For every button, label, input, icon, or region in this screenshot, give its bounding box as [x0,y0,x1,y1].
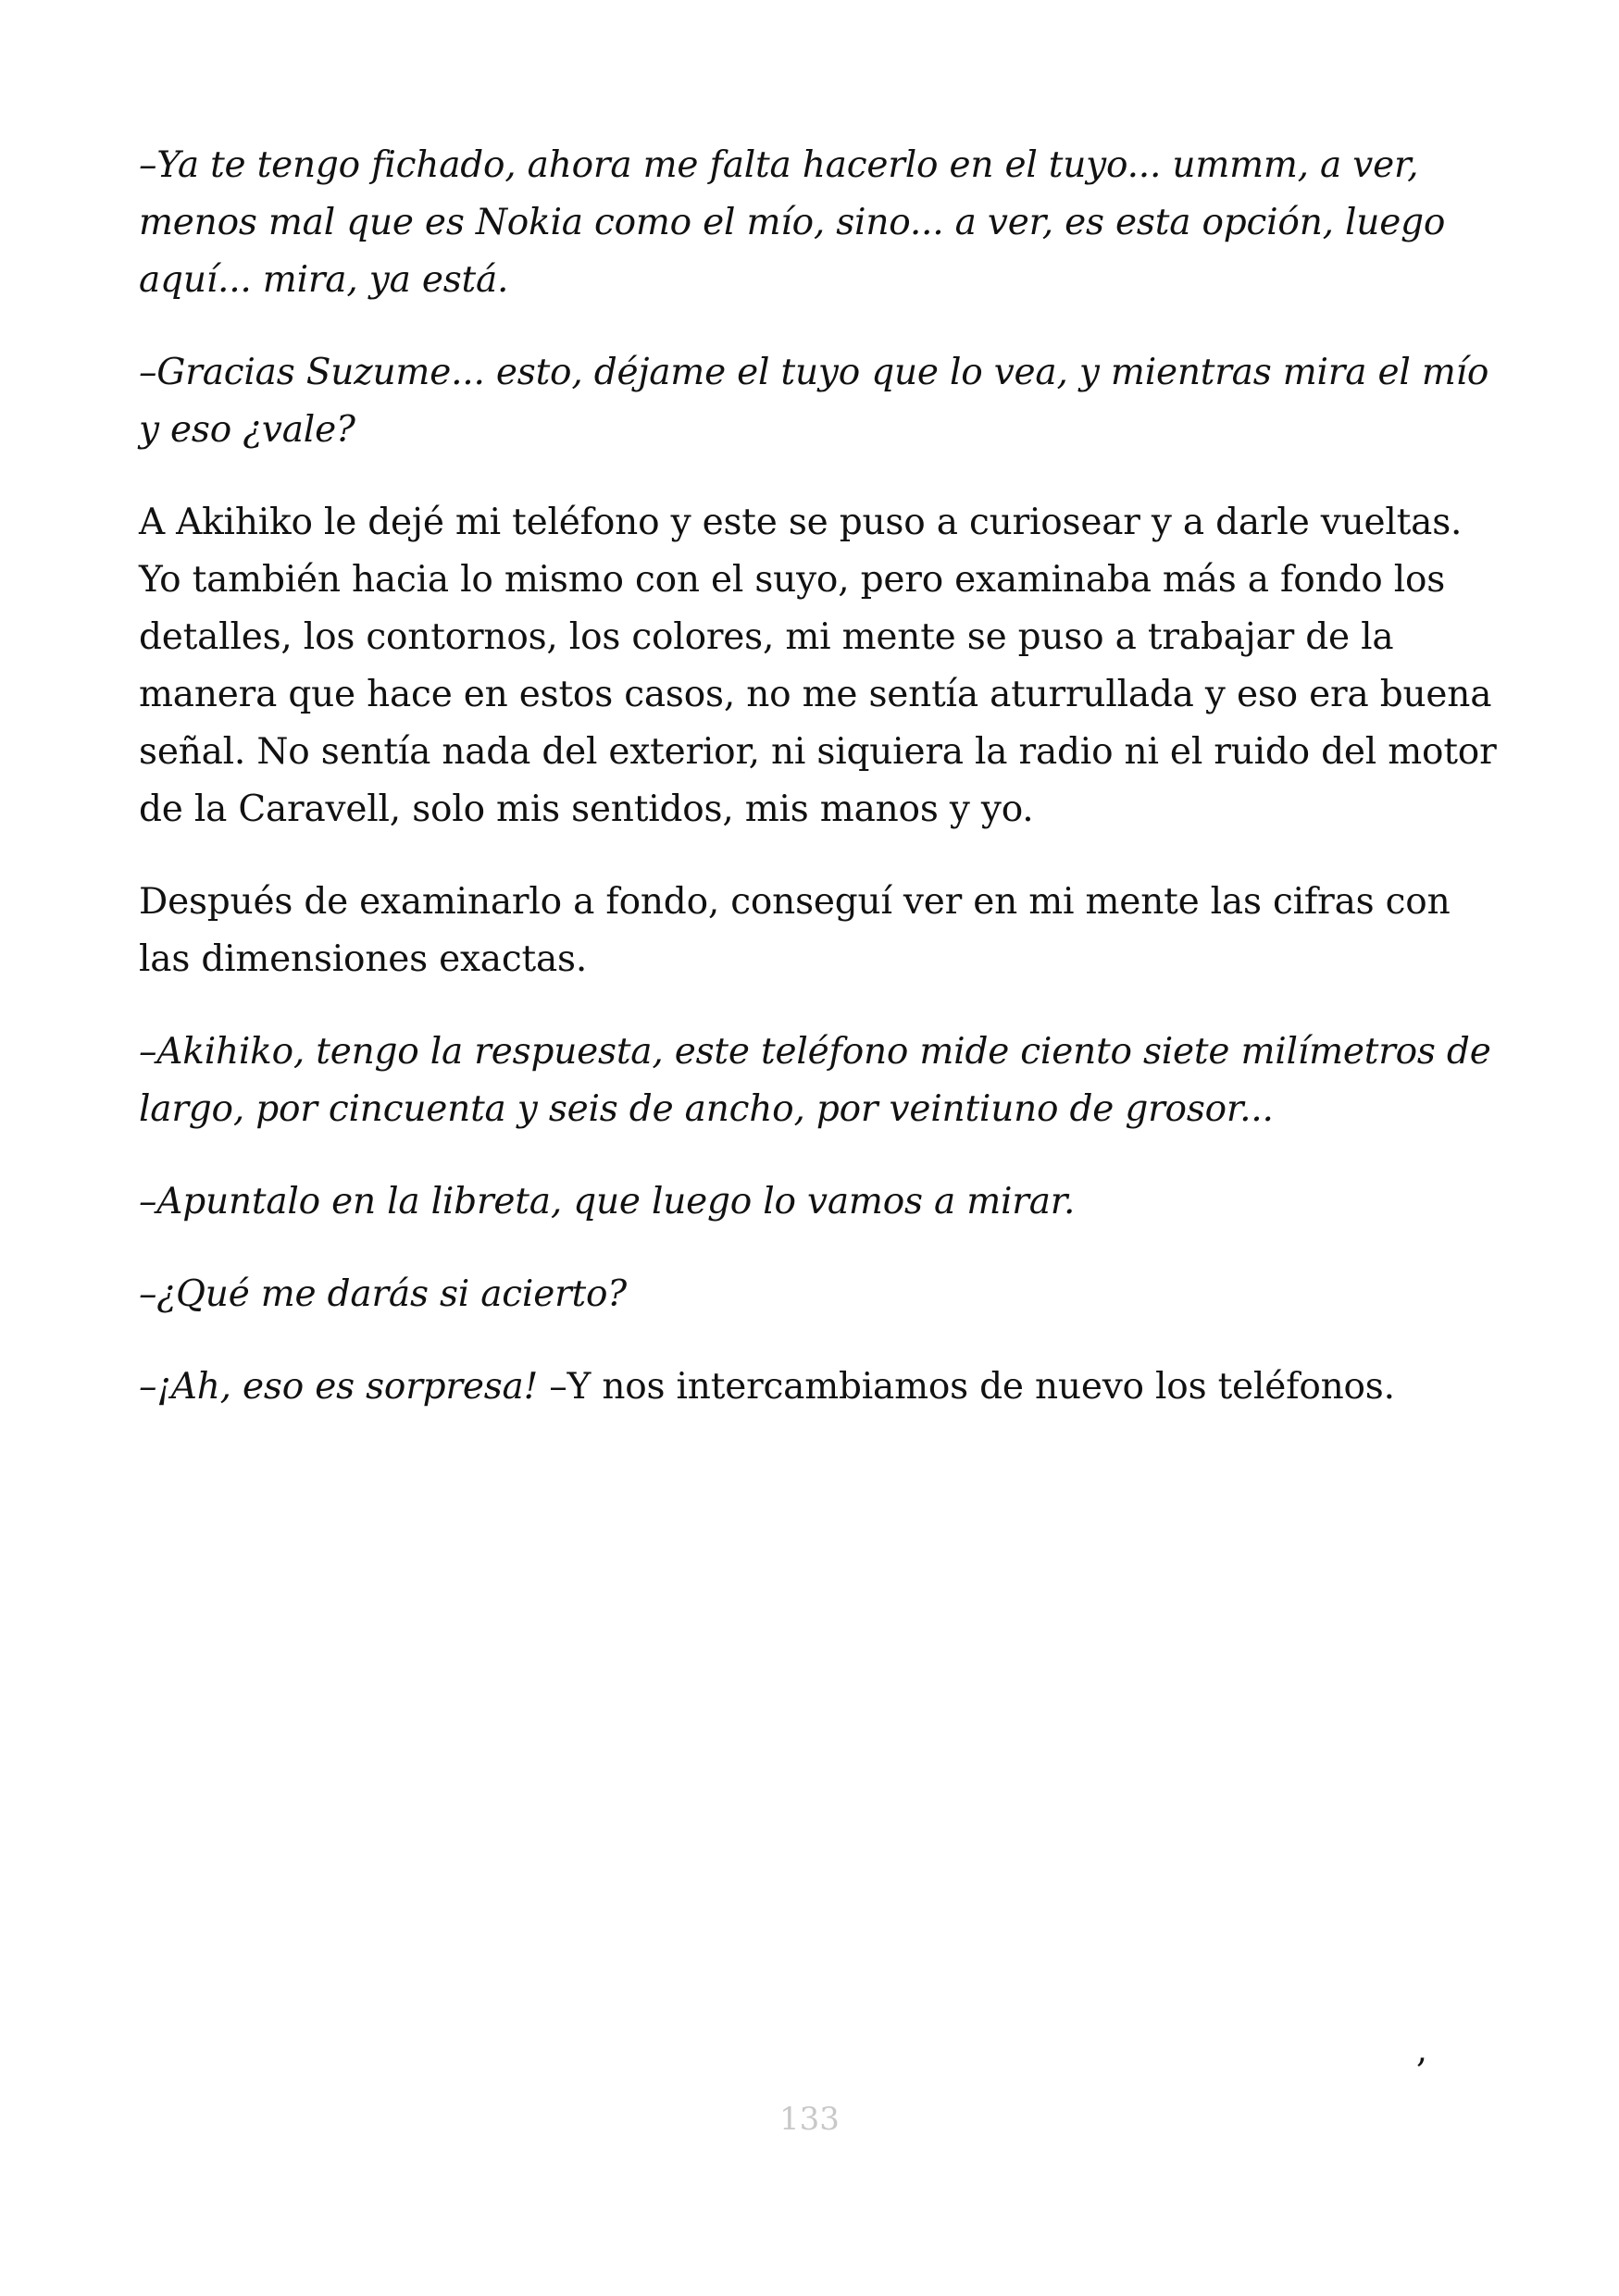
paragraph-dialogue-4: –Apuntalo en la libreta, que luego lo vamos a mirar. [139,1181,1076,1222]
paragraph-narration-2: Después de examinarlo a fondo, conseguí ver en mi mente las cifras con las dimensiones exactas. [139,881,1451,980]
paragraph-dialogue-6 [139,1359,1500,1416]
stray-comma-mark: , [1416,2029,1428,2070]
page-number: 133 [779,2101,840,2138]
paragraph-dialogue-5: –¿Qué me darás si acierto? [139,1273,627,1315]
body-text [139,137,1500,1451]
paragraph-dialogue-2: –Gracias Suzume... esto, déjame el tuyo que lo vea, y mientras mira el mío y eso ¿vale? [139,352,1489,451]
dialogue-italic-part: –¡Ah, eso es sorpresa! [139,1366,539,1408]
paragraph-dialogue-3: –Akihiko, tengo la respuesta, este teléfono mide ciento siete milímetros de largo, por cincuenta y seis de ancho, por veintiuno de grosor... [139,1031,1491,1130]
dialogue-narration-part: –Y nos intercambiamos de nuevo los teléfonos. [538,1366,1395,1408]
paragraph-dialogue-1: –Ya te tengo fichado, ahora me falta hacerlo en el tuyo... ummm, a ver, menos mal que es Nokia como el mío, sino... a ver, es esta opción, luego aquí... mira, ya está. [139,144,1446,301]
paragraph-narration-1: A Akihiko le dejé mi teléfono y este se puso a curiosear y a darle vueltas. Yo también hacia lo mismo con el suyo, pero examinaba más a fondo los detalles, los contornos, los colores, mi mente se puso a trabajar de la manera que hace en estos casos, no me sentía aturrullada y eso era buena señal. No sentía nada del exterior, ni siquiera la radio ni el ruido del motor de la Caravell, solo mis sentidos, mis manos y yo. [139,502,1497,830]
